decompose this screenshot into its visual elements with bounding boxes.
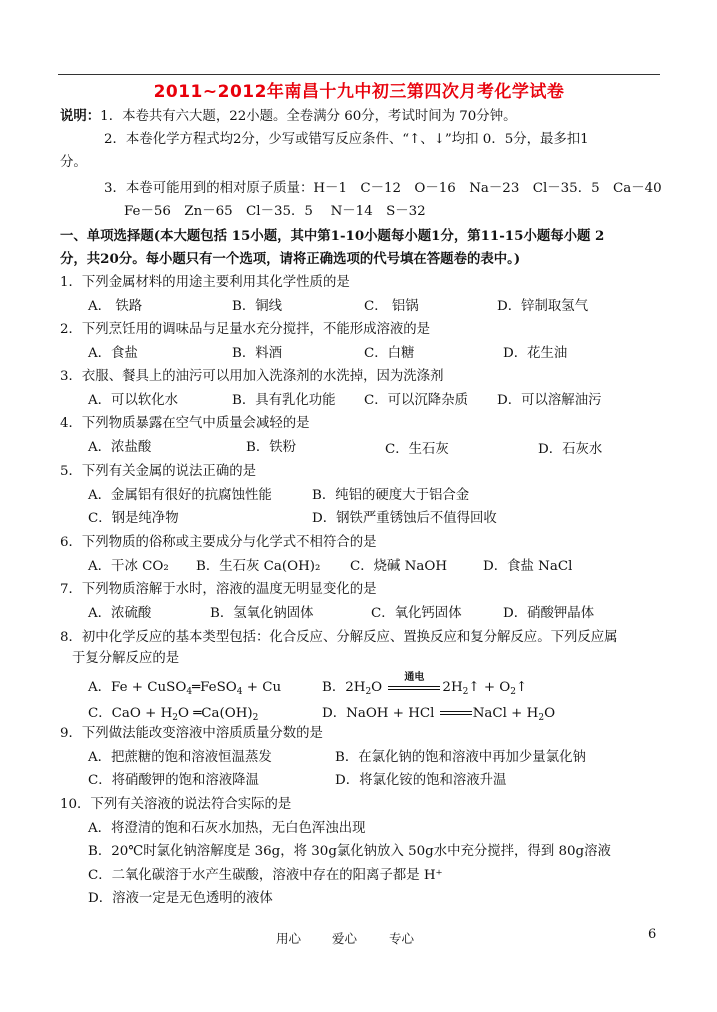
question-8-option-d: D．NaOH + HCl NaCl + $H_2O$ <box>322 706 556 723</box>
instructions-label: 说明： <box>60 108 101 124</box>
question-4-stem: 4．下列物质暴露在空气中质量会减轻的是 <box>60 416 310 431</box>
question-9-option-a: A．把蔗糖的饱和溶液恒温蒸发 <box>88 750 272 765</box>
electrolysis-arrow <box>386 671 442 695</box>
question-5-stem: 5．下列有关金属的说法正确的是 <box>60 464 256 479</box>
question-1-option-d: D．锌制取氢气 <box>497 299 589 314</box>
question-4-option-b: B．铁粉 <box>246 440 297 455</box>
footer-motto-2: 爱心 <box>332 931 358 946</box>
section-heading-cont: 分，共20分。每小题只有一个选项，请将正确选项的代号填在答题卷的表中。) <box>60 251 521 267</box>
question-6-option-d: D．食盐 NaCl <box>483 559 573 574</box>
question-5-option-a: A．金属铝有很好的抗腐蚀性能 <box>88 488 272 503</box>
question-3-stem: 3．衣服、餐具上的油污可以用加入洗涤剂的水洗掉，因为洗涤剂 <box>60 369 444 384</box>
question-5-option-c: C．钢是纯净物 <box>88 511 179 526</box>
footer-motto-1: 用心 <box>276 931 302 946</box>
question-2-option-a: A．食盐 <box>88 346 138 361</box>
question-7-option-c: C．氧化钙固体 <box>371 606 462 621</box>
question-10-option-a: A．将澄清的饱和石灰水加热，无白色浑浊出现 <box>88 821 366 836</box>
question-6-option-c: C．烧碱 NaOH <box>350 559 448 574</box>
section-heading: 一、单项选择题(本大题包括 15小题，其中第1-10小题每小题1分，第11-15小题每小题 2 <box>60 228 605 244</box>
question-1-option-a: A． 铁路 <box>88 299 143 314</box>
page-number: 6 <box>648 927 657 942</box>
question-4-option-c: C．生石灰 <box>385 442 449 457</box>
question-3-option-c: C．可以沉降杂质 <box>364 393 468 408</box>
question-5-option-b: B．纯铝的硬度大于铝合金 <box>312 488 470 503</box>
question-1-option-b: B．铜线 <box>232 299 283 314</box>
question-3-option-a: A．可以软化水 <box>88 393 179 408</box>
question-3-option-d: D．可以溶解油污 <box>497 393 602 408</box>
question-3-option-b: B．具有乳化功能 <box>232 393 336 408</box>
question-8-stem: 8．初中化学反应的基本类型包括：化合反应、分解反应、置换反应和复分解反应。下列反应属 <box>60 630 618 645</box>
equals-sign <box>439 709 473 719</box>
instruction-3-cont: Fe－56 Zn－65 Cl－35．5 N－14 S－32 <box>124 204 426 219</box>
question-6-option-a: A．干冰 CO₂ <box>88 559 169 574</box>
question-2-stem: 2．下列烹饪用的调味品与足量水充分搅拌，不能形成溶液的是 <box>60 322 431 337</box>
question-6-stem: 6．下列物质的俗称或主要成分与化学式不相符合的是 <box>60 535 377 550</box>
question-8-option-a: A．Fe + CuSO$_4$═FeSO$_4$ + Cu <box>88 680 282 697</box>
question-7-option-d: D．硝酸钾晶体 <box>503 606 595 621</box>
question-4-option-d: D．石灰水 <box>538 442 603 457</box>
reaction-condition: 通电 <box>404 671 425 683</box>
question-10-option-b: B．20℃时氯化钠溶解度是 36g，将 30g氯化钠放入 50g水中充分搅拌，得到 80g溶液 <box>88 844 611 859</box>
question-1-option-c: C． 铝锅 <box>364 299 419 314</box>
question-7-stem: 7．下列物质溶解于水时，溶液的温度无明显变化的是 <box>60 582 377 597</box>
instruction-2: 2．本卷化学方程式均2分，少写或错写反应条件、“↑、↓”均扣 0．5分，最多扣1 <box>104 132 589 147</box>
instruction-1: 1．本卷共有六大题，22小题。全卷满分 60分，考试时间为 70分钟。 <box>100 109 517 124</box>
question-10-option-d: D．溶液一定是无色透明的液体 <box>88 891 273 906</box>
instruction-3: 3．本卷可能用到的相对原子质量：H－1 C－12 O－16 Na－23 Cl－35．5 Ca－40 <box>104 181 662 196</box>
question-10-stem: 10．下列有关溶液的说法符合实际的是 <box>60 797 292 812</box>
question-8-stem-cont: 于复分解反应的是 <box>72 651 180 666</box>
question-7-option-a: A．浓硫酸 <box>88 606 152 621</box>
question-1-stem: 1．下列金属材料的用途主要利用其化学性质的是 <box>60 275 350 290</box>
instructions-line-1 <box>60 107 516 126</box>
question-7-option-b: B．氢氧化钠固体 <box>210 606 314 621</box>
footer-motto-3: 专心 <box>389 931 415 946</box>
question-8-option-b: B．$2H_2O$ 通电 $2H_2↑$ + $O_2↑$ <box>322 679 527 701</box>
question-9-stem: 9．下列做法能改变溶液中溶质质量分数的是 <box>60 726 323 741</box>
question-8-option-c: C．CaO + $H_2O$ $═Ca(OH)_2$ <box>88 706 259 723</box>
exam-title: 2011~2012年南昌十九中初三第四次月考化学试卷 <box>153 82 565 102</box>
instruction-2-cont: 分。 <box>60 155 87 170</box>
question-2-option-c: C．白糖 <box>364 346 415 361</box>
question-2-option-d: D．花生油 <box>503 346 568 361</box>
question-5-option-d: D．钢铁严重锈蚀后不值得回收 <box>312 511 497 526</box>
question-9-option-c: C．将硝酸钾的饱和溶液降温 <box>88 773 259 788</box>
question-9-option-b: B．在氯化钠的饱和溶液中再加少量氯化钠 <box>335 750 586 765</box>
question-9-option-d: D．将氯化铵的饱和溶液升温 <box>335 773 507 788</box>
question-4-option-a: A．浓盐酸 <box>88 440 152 455</box>
question-10-option-c: C．二氧化碳溶于水产生碳酸，溶液中存在的阳离子都是 H⁺ <box>88 868 443 883</box>
question-6-option-b: B．生石灰 Ca(OH)₂ <box>196 559 321 574</box>
question-2-option-b: B．料酒 <box>232 346 283 361</box>
header-rule <box>58 74 660 75</box>
